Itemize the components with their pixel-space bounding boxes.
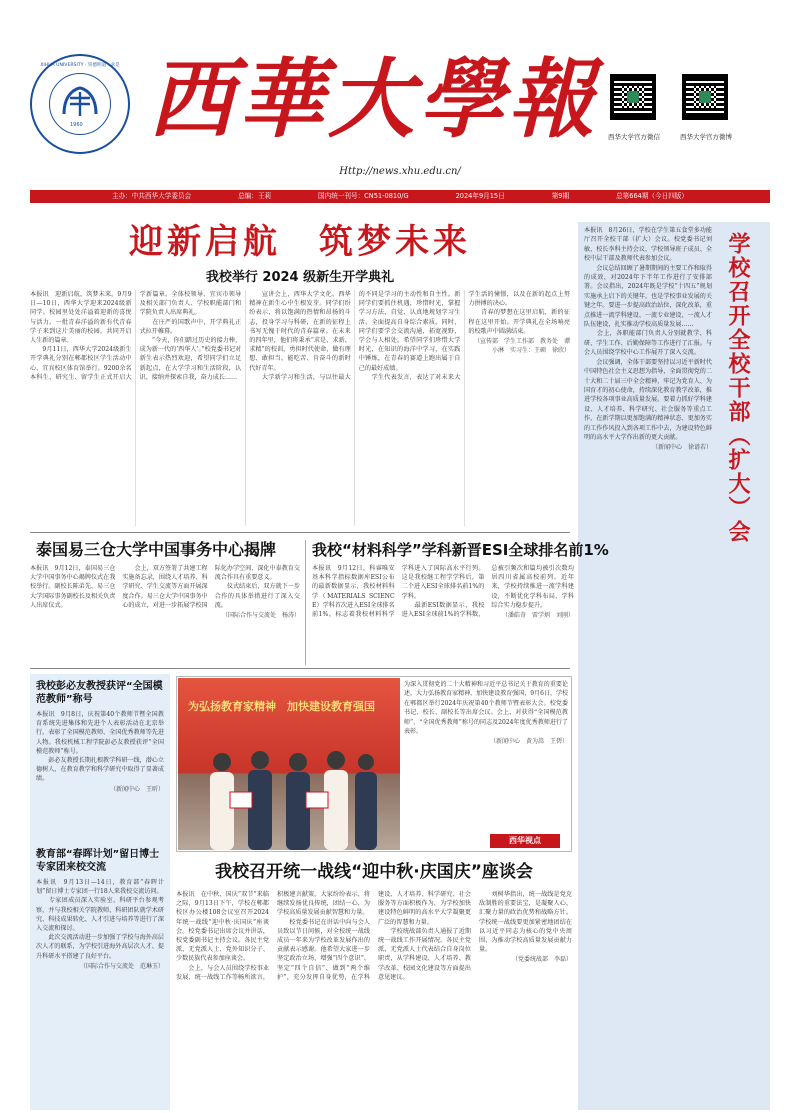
sidebar-top-text (584, 226, 712, 1106)
thai-center-text: 本报讯 9月12日，泰国易三仓大学中国事务中心揭牌仪式在我校举行。副校长陈弟先、易三仓大学国际事务副校长及相关负责人出席仪式。 会上，双方签署了共建工程实施备忘录，围绕人才培养、科学研究、学生交流等方面开展深度合作。易三仓大学中国事务中心的成立，对进一步拓展学校国际化办学空间、深化中泰教育交流合作具有重要意义。 仪式结束后，双方就下一步合作的具体举措进行了深入交流。 (30, 565, 300, 609)
thai-center-title: 泰国易三仓大学中国事务中心揭牌 (36, 540, 277, 559)
banner-sponsor: 主办：中共西华大学委员会 (112, 192, 192, 200)
chunhui-signature: （国际合作与交流处 范琳玉） (79, 962, 164, 970)
united-front-body (176, 890, 572, 1108)
united-front-signature: （党委统战部 李磊） (511, 956, 572, 964)
thai-center-body (30, 564, 300, 662)
weibo-qr-code[interactable] (682, 74, 728, 120)
banner-total: 总第664期（今日四版） (616, 192, 688, 200)
chunhui-text: 本报讯 9月13日—14日，教育部“春晖计划”留日博士专家团一行18人来我校交流访问。 专家团成员深入实验室、科研平台参观考察，并与我校相关学院教师、科研团队就学术研究、科技成果转化、人才引进与培养等进行了深入交流和探讨。 此次交流活动进一步加强了学校与海外高层次人才的联系，为学校引进海外高层次人才、提升科研水平搭建了良好平台。 (36, 879, 164, 960)
wechat-qr-caption: 西华大学官方微信 (608, 133, 660, 141)
university-logo (30, 54, 130, 154)
lead-text: 本报讯 迎新启航，筑梦未来。9月9日—10日，西华大学迎来2024级新同学。校园里处处洋溢着迎新的喜悦与活力。一批青春洋溢的新有代青春学子来到这片美丽的校园，共同开启人生新的篇章。 9月11日，西华大学2024级新生开学典礼分别在郫都校区学生活动中心、宜宾校区体育馆举行。9200余名本科生、研究生、留学生正式开启大学新篇章。全体校领导、宜宾市领导及相关部门负责人、学校职能部门和学院负责人出席典礼。 在庄严的国歌声中，开学典礼正式拉开帷幕。 “今天，你们踏过历史的接力棒，成为新一代的‘西华人’。”校党委书记对新生表示热烈欢迎，希望同学们立足新起点，在大学学习和生活阶段，认识、接纳并探索自我，奋力成长…… 宣讲会上，西华大学文化、西华精神在新生心中生根发芽。同学们纷纷表示，将以饱满的热情和昂扬的斗志，投身学习与科研，在新的征程上书写无愧于时代的青春篇章。在未来的四年里，他们将秉承“求是、求新、求精”的校训，勇担时代使命，做有理想、敢担当、能吃苦、肯奋斗的新时代好青年。 大学新学习和生活，与以往最大的不同是学习的主动性和自主性。新同学们要抓住机遇，珍惜时光，掌握学习方法，自觉、认真地规划学习生活，全面提高自身综合素质。同时，同学们要学会交流沟通，拓宽视野，学会与人相处。希望同学们珍惜大学时光，在知识的海洋中学习，在实践中锤炼，在青春的赛道上跑出属于自己的最好成绩。 学生代表发言，表达了对未来大学生活的憧憬，以及在新的起点上努力拼搏的决心。 青春的梦想在这里启航，新的征程在这里开始。开学典礼在全场响亮的校歌声中圆满结束。 (30, 291, 570, 381)
esi-signature: （潘皓奇 雷学炳 刘刚） (501, 612, 574, 620)
sidebar-title (722, 232, 764, 712)
lead-title: 迎新启航 筑梦未来 (129, 222, 471, 262)
united-front-title: 我校召开统一战线“迎中秋·庆国庆”座谈会 (215, 862, 533, 882)
chunhui-body (36, 878, 164, 1106)
esi-text: 本报讯 9月12日，科睿唯安基本科学指标数据库ESI公布的最新数据显示，我校材料科学（MATERIALS SCIENCE）学科首次进入ESI全球排名前1%，标志着我校材料科学学科进入了国际高水平行列。这是我校继工程学学科后，第二个进入ESI全球排名前1%的学科。 最新ESI数据显示，我校进入ESI全球前1%的学科数，总被引频次和篇均被引次数均居四川省属高校前列。近年来，学校持续推进一流学科建设，不断优化学科布局，学科综合实力稳步提升。 (312, 565, 574, 619)
photo-banner-text: 为弘扬教育家精神 加快建设教育强国 (188, 700, 375, 713)
teacher-award-text: 本报讯 9月8日，庆祝第40个教师节暨全国教育系统先进集体和先进个人表彰活动在北京举行，表彰了全国模范教师、全国优秀教师等先进人物。我校机械工程学院彭必友教授获评“全国模范教师”称号。 彭必友教授长期扎根教学科研一线，潜心立德树人，在教育教学和科学研究中取得了显著成绩。 (36, 711, 164, 783)
thai-center-signature: （国际合作与交流处 杨涛） (221, 612, 300, 620)
esi-title-text: 我校“材料科学”学科新晋ESI全球排名前1% (312, 541, 609, 559)
esi-body (312, 564, 574, 662)
photo-stamp: 西华视点 (490, 834, 560, 848)
teacher-award-signature: （新闻中心 王昕） (109, 785, 164, 793)
divider (305, 540, 306, 665)
divider (30, 668, 570, 669)
teacher-award-body (36, 710, 164, 842)
lead-body (30, 290, 570, 526)
sidebar-title-text: 学校召开全校干部（扩大）会 (725, 232, 750, 544)
logo-emblem-icon (58, 84, 102, 120)
chunhui-title: 教育部“春晖计划”留日博士专家团来校交流 (36, 849, 160, 873)
banner-issue: 第9期 (551, 192, 570, 200)
banner-editor: 总编：王莉 (238, 192, 272, 200)
masthead-title: 西華大學報 (148, 49, 598, 150)
photo-caption-box (404, 680, 568, 848)
lead-signature: （宣传部 学生工作部 教务处 谭小淋 实习生：王硕 徐欣） (473, 338, 570, 355)
lead-subtitle: 我校举行 2024 级新生开学典礼 (205, 270, 395, 285)
united-front-text: 本报讯 在中秋、国庆“双节”来临之际，9月13日下午，学校在郫都校区办公楼108会议室召开2024年统一战线“迎中秋·庆国庆”座谈会。校党委书记出席会议并讲话，校党委副书记主持会议。各民主党派、无党派人士、党外知识分子、少数民族代表参加座谈会。 会上，与会人员围绕学校事业发展、统一战线工作等畅所欲言，积极建言献策。大家纷纷表示，将继续发扬优良传统，团结一心，为学校高质量发展贡献智慧和力量。 校党委书记在讲话中向与会人员致以节日问候，对全校统一战线成员一年来为学校改革发展作出的贡献表示感谢。他希望大家进一步坚定政治立场，增强“四个意识”、坚定“四个自信”、做到“两个维护”，充分发挥自身优势，在学科建设、人才培养、科学研究、社会服务等方面积极作为，为学校加快建设特色鲜明的高水平大学凝聚更广泛的智慧和力量。 学校统战部负责人通报了近期统一战线工作开展情况。各民主党派、无党派人士代表结合自身岗位职责，从学科建设、人才培养、教学改革、校园文化建设等方面提出意见建议。 刘树华指出，统一战线是党克敌制胜的重要法宝，是凝聚人心、汇聚力量的政治优势和战略方针。学校统一战线要更加紧密地团结在以习近平同志为核心的党中央周围，为推动学校高质量发展贡献力量。 (176, 891, 572, 981)
people-figures-icon (200, 744, 380, 850)
photo-signature: （新闻中心 黄为嵩 王碧） (489, 738, 568, 746)
sidebar-text: 本报讯 8月26日，学校在学生第五食堂多功能厅召开全校干部（扩大）会议。校党委书记刘敏，校长李科主持会议，学校领导班子成员、全校中层干部及教师代表参加会议。 会议总结回顾了暑期期间的主要工作和取得的成效，对2024年下半年工作进行了安排部署。会议指出，2024年既是学校“十四五”规划实施承上启下的关键年，也是学校事业发展的关键之年。要进一步提高政治站位，深化改革，重点推进一流学科建设、一流专业建设、一流人才队伍建设，扎实推动学校高质量发展…… 会上，各职能部门负责人分别就教学、科研、学生工作、后勤保障等工作进行了汇报。与会人员围绕学校中心工作展开了深入交流。 会议强调，全体干部要坚持以习近平新时代中国特色社会主义思想为指导，全面贯彻党的二十大和二十届三中全会精神，牢记为党育人、为国育才的初心使命，持续深化教育教学改革，推进学校各项事业高质量发展。要着力抓好学科建设、人才培养、科学研究、社会服务等重点工作，在新学期以更加饱满的精神状态、更加务实的工作作风投入到各项工作中去，为建设特色鲜明的高水平大学作出新的更大贡献。 (584, 227, 712, 441)
sidebar-signature: （新闻中心 徐谱若） (651, 444, 712, 452)
wechat-qr-code[interactable] (610, 74, 656, 120)
banner-date: 2024年9月15日 (455, 192, 505, 200)
photo-caption: 为深入贯彻党的二十大精神和习近平总书记关于教育的重要论述，大力弘扬教育家精神，加快建设教育强国，9月6日，学校在郫都区举行2024年庆祝第40个教师节暨表彰大会。校党委书记、校长、副校长等出席会议。会上，对获得“全国模范教师”、“全国优秀教师”称号的同志及2024年度优秀教师进行了表彰。 (404, 681, 568, 736)
esi-title (312, 540, 609, 560)
masthead-url[interactable]: Http://news.xhu.edu.cn/ (339, 166, 461, 177)
info-banner (30, 190, 770, 203)
teacher-award-title: 我校彭必友教授获评“全国模范教师”称号 (36, 681, 163, 705)
weibo-qr-caption: 西华大学官方微博 (680, 133, 732, 141)
event-photo (178, 678, 400, 850)
logo-year: 1960 (70, 122, 83, 128)
banner-issn: 国内统一刊号：CN51-0810/G (318, 192, 409, 200)
divider (30, 532, 570, 533)
logo-ring-text: XIHUA UNIVERSITY · 崇德明道 · 求是 (40, 63, 120, 68)
